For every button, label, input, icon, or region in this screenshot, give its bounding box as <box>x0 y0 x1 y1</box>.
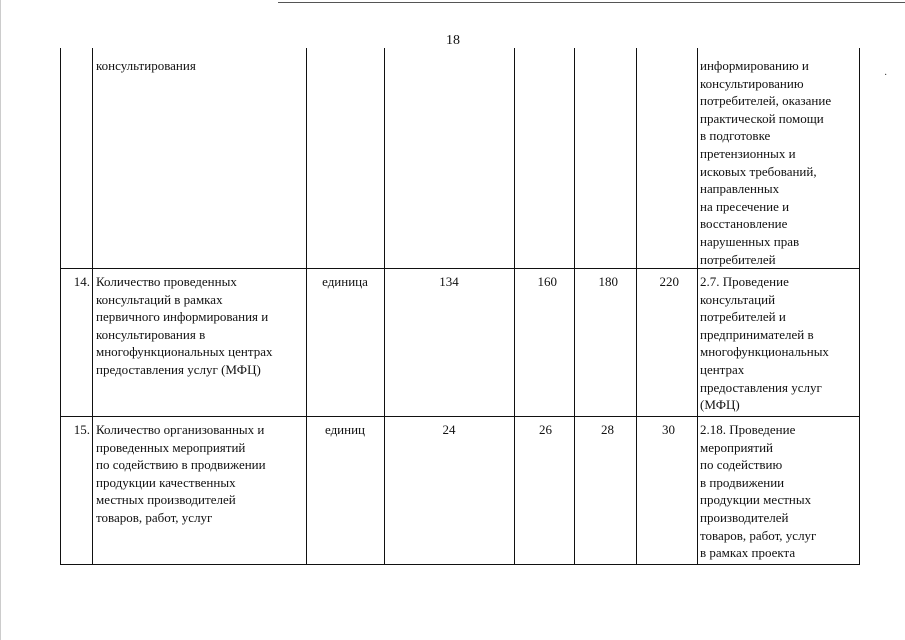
row-name: консультирования <box>96 58 196 73</box>
row-divider-1 <box>60 268 860 269</box>
row-unit: единиц <box>324 422 366 437</box>
row-divider-2 <box>60 416 860 417</box>
table-divider-col4 <box>514 48 515 565</box>
table-divider-col2 <box>306 48 307 565</box>
table-border-bottom <box>60 564 860 565</box>
table-divider-col1 <box>92 48 93 565</box>
page-number: 18 <box>446 33 460 48</box>
row-value-4: 220 <box>659 274 679 289</box>
row-value-3: 180 <box>598 274 618 289</box>
row-value-3: 28 <box>601 422 614 437</box>
row-value-1: 134 <box>439 274 459 289</box>
scan-edge <box>0 0 1 640</box>
table-divider-col3 <box>384 48 385 565</box>
row-activity: информированию и консультированию потребителей, оказание практической помощи в подготовке претензионных и исковых требований, направленных на пресечение и восстановление нарушенных прав потребителей <box>700 58 832 267</box>
scan-speck: · <box>884 70 888 81</box>
table-divider-col7 <box>697 48 698 565</box>
row-number: 15. <box>73 422 90 437</box>
table-divider-col5 <box>574 48 575 565</box>
row-value-2: 26 <box>539 422 552 437</box>
row-value-2: 160 <box>537 274 557 289</box>
row-number: 14. <box>73 274 90 289</box>
row-name: Количество проведенных консультаций в рамках первичного информирования и консультирования в многофункциональных центрах предоставления услуг (МФЦ) <box>96 274 273 377</box>
row-activity: 2.7. Проведение консультаций потребителей и предпринимателей в многофункциональных центрах предоставления услуг (МФЦ) <box>700 274 829 413</box>
page-top-border <box>278 2 905 3</box>
row-value-1: 24 <box>442 422 456 437</box>
row-value-4: 30 <box>662 422 675 437</box>
table-divider-col6 <box>636 48 637 565</box>
row-unit: единица <box>322 274 368 289</box>
table-border-right <box>859 48 860 565</box>
table-border-left <box>60 48 61 565</box>
row-activity: 2.18. Проведение мероприятий по содействию в продвижении продукции местных производителей товаров, работ, услуг в рамках проекта <box>700 422 817 561</box>
row-name: Количество организованных и проведенных мероприятий по содействию в продвижении продукции качественных местных производителей товаров, работ, услуг <box>96 422 266 525</box>
